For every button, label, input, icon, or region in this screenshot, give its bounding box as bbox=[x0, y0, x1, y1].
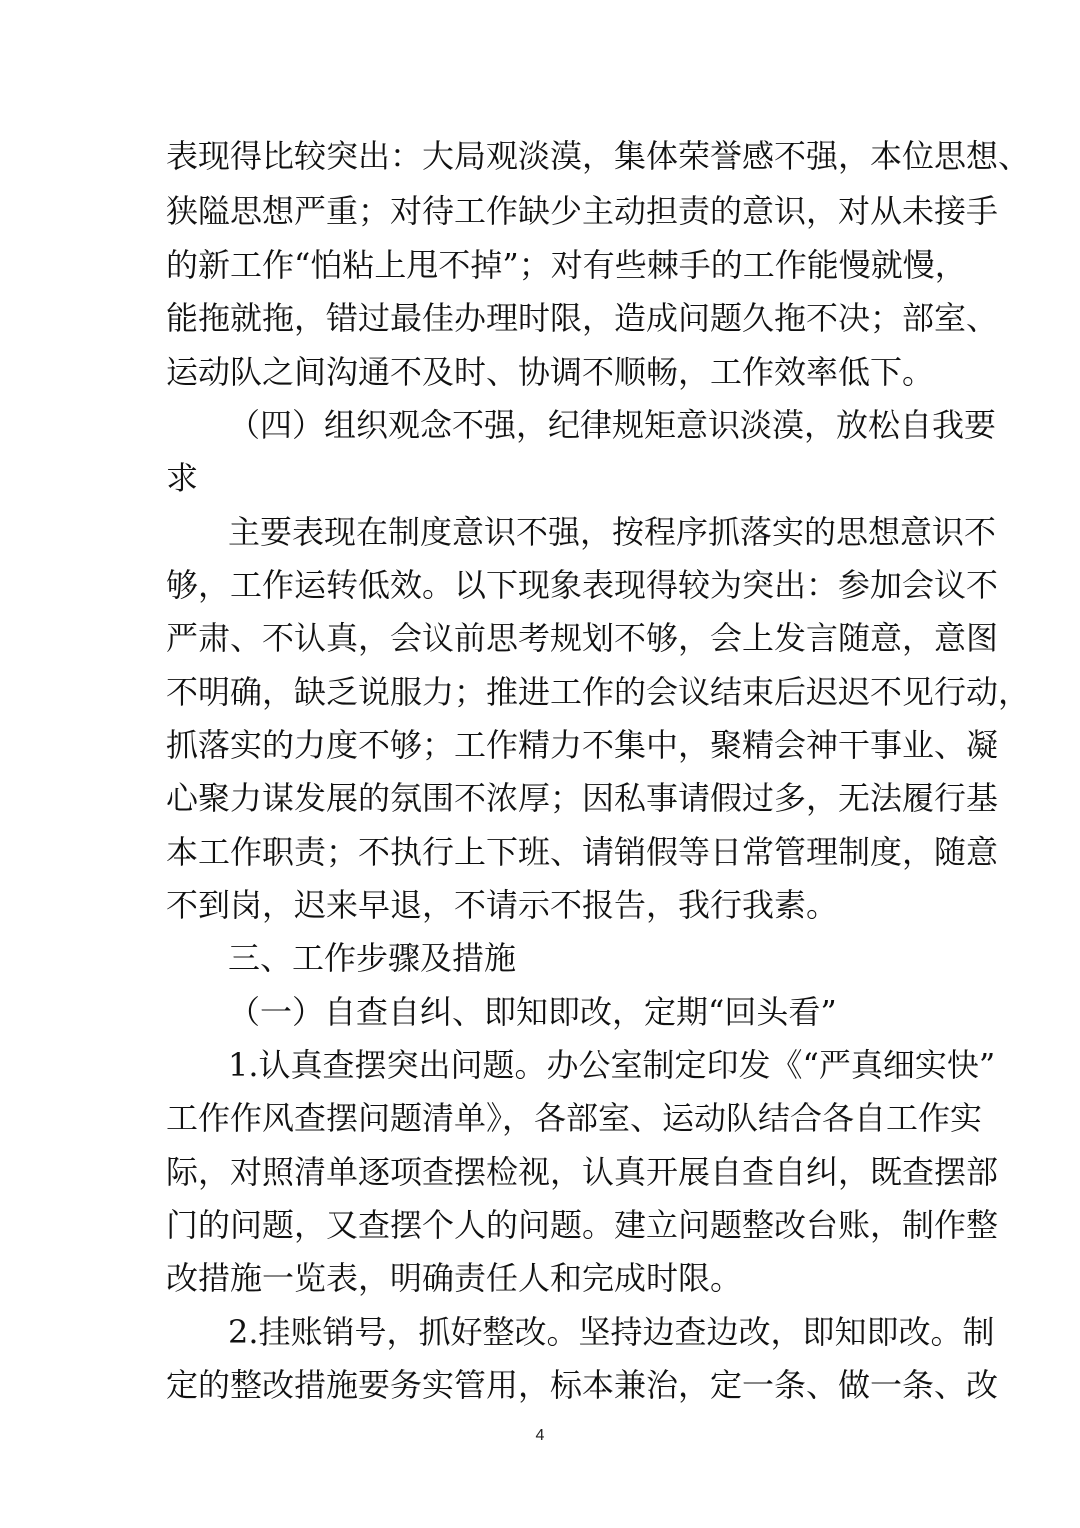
body-line: 能拖就拖，错过最佳办理时限，造成问题久拖不决；部室、 bbox=[166, 299, 999, 337]
body-line: 运动队之间沟通不及时、协调不顺畅，工作效率低下。 bbox=[166, 353, 935, 391]
body-line: 不到岗，迟来早退，不请示不报告，我行我素。 bbox=[166, 886, 839, 924]
body-line: 本工作职责；不执行上下班、请销假等日常管理制度，随意 bbox=[166, 833, 999, 871]
body-line: 心聚力谋发展的氛围不浓厚；因私事请假过多，无法履行基 bbox=[166, 779, 999, 817]
body-line: 改措施一览表，明确责任人和完成时限。 bbox=[166, 1259, 743, 1297]
body-line: 主要表现在制度意识不强，按程序抓落实的思想意识不 bbox=[228, 513, 997, 551]
body-line: 际，对照清单逐项查摆检视，认真开展自查自纠，既查摆部 bbox=[166, 1153, 999, 1191]
body-line: 定的整改措施要务实管用，标本兼治，定一条、做一条、改 bbox=[166, 1366, 999, 1404]
section-subheading: （一）自查自纠、即知即改，定期“回头看” bbox=[228, 993, 837, 1031]
body-line: 表现得比较突出：大局观淡漠，集体荣誉感不强，本位思想、 bbox=[166, 137, 1031, 175]
numbered-item-line: 1.认真查摆突出问题。办公室制定印发《“严真细实快” bbox=[228, 1046, 996, 1084]
body-line: 够，工作运转低效。以下现象表现得较为突出：参加会议不 bbox=[166, 566, 999, 604]
body-line: 不明确，缺乏说服力；推进工作的会议结束后迟迟不见行动， bbox=[166, 673, 1031, 711]
body-line: 狭隘思想严重；对待工作缺少主动担责的意识，对从未接手 bbox=[166, 192, 999, 230]
numbered-item-line: 2.挂账销号，抓好整改。坚持边查边改，即知即改。制 bbox=[228, 1313, 995, 1351]
section-subheading: （四）组织观念不强，纪律规矩意识淡漠，放松自我要 bbox=[228, 406, 997, 444]
body-line: 的新工作“怕粘上甩不掉”；对有些棘手的工作能慢就慢， bbox=[166, 246, 967, 284]
section-heading: 三、工作步骤及措施 bbox=[228, 939, 517, 977]
body-line: 抓落实的力度不够；工作精力不集中，聚精会神干事业、凝 bbox=[166, 726, 999, 764]
body-line: 严肃、不认真，会议前思考规划不够，会上发言随意，意图 bbox=[166, 619, 999, 657]
section-subheading-continued: 求 bbox=[166, 459, 199, 497]
body-line: 工作作风查摆问题清单》，各部室、运动队结合各自工作实 bbox=[166, 1099, 983, 1137]
body-line: 门的问题，又查摆个人的问题。建立问题整改台账，制作整 bbox=[166, 1206, 999, 1244]
page-number: 4 bbox=[535, 1427, 545, 1444]
